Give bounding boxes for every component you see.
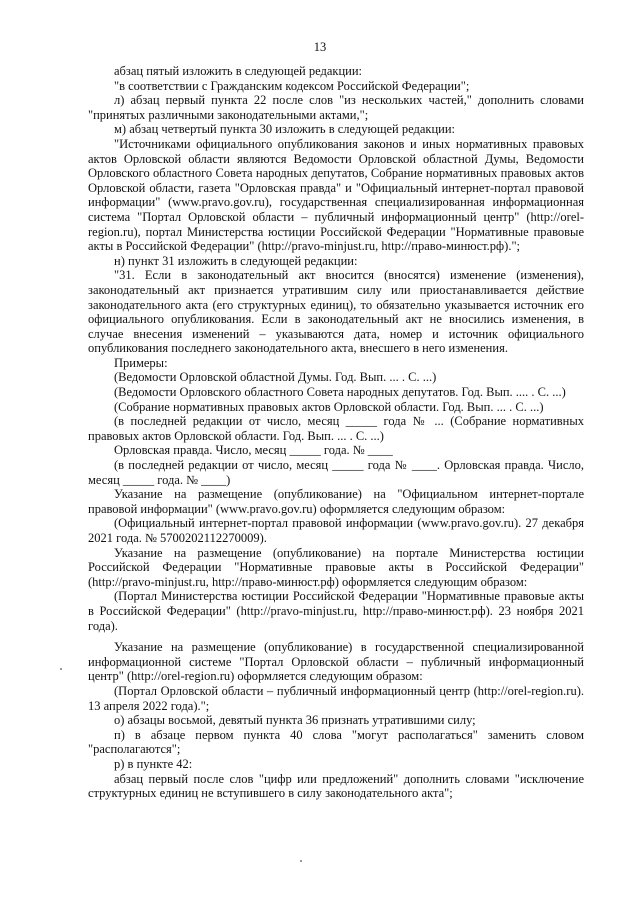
paragraph: р) в пункте 42: xyxy=(114,756,193,771)
paragraph: (Портал Министерства юстиции Российской Федерации "Нормативные правовые акты в Российской Федерации" (http://pravo-minjust.ru, http://право-минюст.рф). 23 ноября 2021 года). xyxy=(88,589,584,633)
paragraph: "в соответствии с Гражданским кодексом Российской Федерации"; xyxy=(114,78,470,93)
paragraph: "31. Если в законодательный акт вносится (вносятся) изменение (изменения), законодательный акт признается утратившим силу или приостанавливается действие законодательного акта (его структурных единиц), то обязательно указывается источник его официального опубликования. Если в законодательный акт не вносились изменения, в случае внесения изменений – указываются дата, номер и источник официального опубликования последнего законодательного акта, внесшего в него изменения. xyxy=(88,268,584,356)
paragraph: абзац первый после слов "цифр или предложений" дополнить словами "исключение структурных единиц не вступившего в силу законодательного акта"; xyxy=(88,771,584,801)
paragraph: (Официальный интернет-портал правовой информации (www.pravo.gov.ru). 27 декабря 2021 года. № 5700202112270009). xyxy=(88,516,584,545)
paragraph: (Ведомости Орловской областной Думы. Год. Вып. ... . С. ...) xyxy=(114,370,437,385)
paragraph: (в последней редакции от число, месяц _____ года № ____. Орловская правда. Число, месяц _____ года. № ____) xyxy=(88,458,584,487)
paragraph: Указание на размещение (опубликование) на "Официальном интернет-портале правовой информации" (www.pravo.gov.ru) оформляется следующим образом: xyxy=(88,487,584,516)
scan-speck xyxy=(60,668,62,670)
paragraph: (в последней редакции от число, месяц _____ года № ... (Собрание нормативных правовых актов Орловской области. Год. Вып. ... . С. ...) xyxy=(88,414,584,443)
paragraph: (Собрание нормативных правовых актов Орловской области. Год. Вып. ... . С. ...) xyxy=(114,399,544,414)
paragraph: н) пункт 31 изложить в следующей редакции: xyxy=(114,253,358,268)
paragraph: Примеры: xyxy=(114,355,168,370)
paragraph: п) в абзаце первом пункта 40 слова "могут располагаться" заменить словом "располагаются"; xyxy=(88,727,584,757)
scan-speck xyxy=(300,860,302,862)
paragraph: "Источниками официального опубликования законов и иных нормативных правовых актов Орловской области являются Ведомости Орловской областной Думы, Ведомости Орловского областного Совета народных депутатов, Собрание нормативных правовых актов Орловской области, газета "Орловская правда" и "Официальный интернет-портал правовой информации" (www.pravo.gov.ru), государственная специализированная информационная система "Портал Орловской области – публичный информационный центр" (http://orel-region.ru), портал Министерства юстиции Российской Федерации "Нормативные правовые акты в Российской Федерации" (http://pravo-minjust.ru, http://право-минюст.рф)."; xyxy=(88,136,584,254)
paragraph: Орловская правда. Число, месяц _____ года. № ____ xyxy=(114,443,393,458)
paragraph: Указание на размещение (опубликование) в государственной специализированной информационной системе "Портал Орловской области – публичный информационный центр" (http://orel-region.ru) оформляется следующим образом: xyxy=(88,640,584,684)
paragraph: л) абзац первый пункта 22 после слов "из нескольких частей," дополнить словами "принятых различными законодательными актами,"; xyxy=(88,93,584,122)
paragraph: (Ведомости Орловского областного Совета народных депутатов. Год. Вып. .... . С. ...) xyxy=(114,385,566,400)
paragraph: абзац пятый изложить в следующей редакции: xyxy=(114,64,363,78)
paragraph: Указание на размещение (опубликование) на портале Министерства юстиции Российской Федерации "Нормативные правовые акты в Российской Федерации" (http://pravo-minjust.ru, http://право-минюст.рф) оформляется следующим образом: xyxy=(88,545,584,589)
paragraph: о) абзацы восьмой, девятый пункта 36 признать утратившими силу; xyxy=(114,713,476,728)
page-number: 13 xyxy=(313,40,327,54)
paragraph: (Портал Орловской области – публичный информационный центр (http://orel-region.ru). 13 апреля 2022 года)."; xyxy=(88,683,584,713)
document-body xyxy=(88,64,584,801)
paragraph: м) абзац четвертый пункта 30 изложить в следующей редакции: xyxy=(114,122,455,137)
